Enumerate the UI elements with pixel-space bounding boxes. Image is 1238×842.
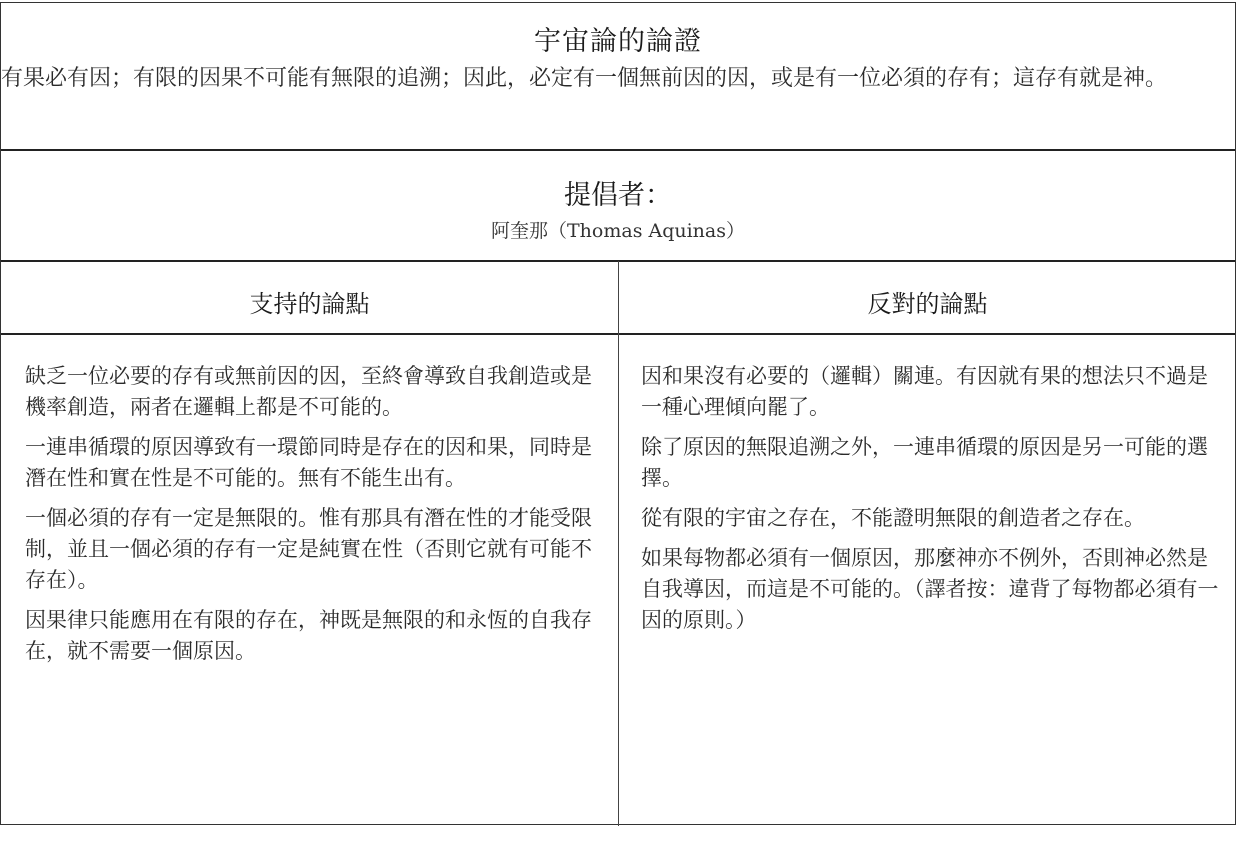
proponent-label: 提倡者： bbox=[564, 180, 672, 211]
oppose-list bbox=[641, 361, 1219, 645]
support-point: 一連串循環的原因導致有一環節同時是存在的因和果，同時是潛在性和實在性是不可能的。無有不能生出有。 bbox=[25, 435, 592, 490]
support-point: 缺乏一位必要的存有或無前因的因，至終會導致自我創造或是機率創造，兩者在邏輯上都是不可能的。 bbox=[25, 364, 592, 419]
oppose-point: 因和果沒有必要的（邏輯）關連。有因就有果的想法只不過是一種心理傾向罷了。 bbox=[641, 364, 1208, 419]
oppose-point: 除了原因的無限追溯之外，一連串循環的原因是另一可能的選擇。 bbox=[641, 435, 1208, 490]
page-title: 宇宙論的論證 bbox=[534, 26, 702, 57]
oppose-heading: 反對的論點 bbox=[867, 290, 988, 318]
oppose-point: 如果每物都必須有一個原因，那麼神亦不例外，否則神必然是自我導因，而這是不可能的。（譯者按：違背了每物都必須有一因的原則。） bbox=[641, 546, 1219, 632]
divider bbox=[1, 149, 1235, 151]
support-heading: 支持的論點 bbox=[249, 290, 370, 318]
argument-summary: 有果必有因；有限的因果不可能有無限的追溯；因此，必定有一個無前因的因，或是有一位必須的存有；這存有就是神。 bbox=[1, 66, 1168, 91]
support-list bbox=[25, 361, 597, 676]
proponent-name: 阿奎那（Thomas Aquinas） bbox=[491, 220, 745, 242]
oppose-point: 從有限的宇宙之存在，不能證明無限的創造者之存在。 bbox=[641, 506, 1145, 530]
support-point: 因果律只能應用在有限的存在，神既是無限的和永恆的自我存在，就不需要一個原因。 bbox=[25, 608, 592, 663]
argument-table bbox=[0, 2, 1236, 825]
support-point: 一個必須的存有一定是無限的。惟有那具有潛在性的才能受限制，並且一個必須的存有一定是純實在性（否則它就有可能不存在）。 bbox=[25, 506, 592, 592]
column-divider bbox=[618, 261, 619, 826]
